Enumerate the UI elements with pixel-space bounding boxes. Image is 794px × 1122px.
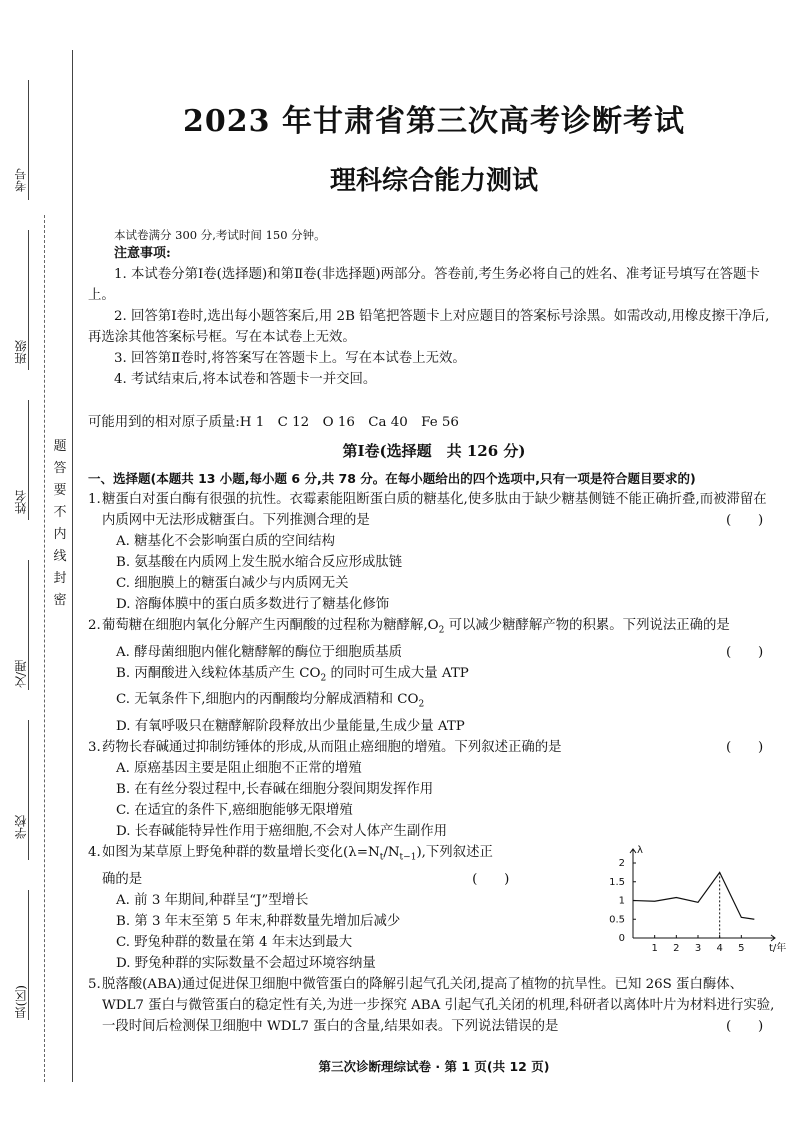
stem-text: 葡萄糖在细胞内氧化分解产生丙酮酸的过程称为糖酵解,O <box>102 618 439 633</box>
exam-subtitle: 理科综合能力测试 <box>329 166 538 196</box>
y-axis-label: λ <box>637 845 643 856</box>
lambda-growth-chart <box>593 843 787 955</box>
answer-blank[interactable]: ( ) <box>726 740 764 756</box>
option: A. 糖基化不会影响蛋白质的空间结构 <box>116 534 336 549</box>
seal-line <box>44 215 45 1082</box>
part1-heading <box>88 440 780 462</box>
answer-blank[interactable]: ( ) <box>472 871 510 887</box>
note-item: 1. 本试卷分第Ⅰ卷(选择题)和第Ⅱ卷(非选择题)两部分。答卷前,考生务必将自己的姓名、准考证号填写在答题卡上。 <box>88 267 760 303</box>
exam-info: 本试卷满分 300 分,考试时间 150 分钟。 <box>114 228 326 242</box>
stem-text: 可以减少糖酵解产物的积累。下列说法正确的是 <box>444 618 730 633</box>
answer-blank[interactable]: ( ) <box>726 644 764 660</box>
y-tick-label: 0 <box>618 933 625 944</box>
option: B. 在有丝分裂过程中,长春碱在细胞分裂间期发挥作用 <box>116 782 434 798</box>
option: D. 长春碱能特异性作用于癌细胞,不会对人体产生副作用 <box>116 824 448 840</box>
seal-char: 题 <box>53 439 67 454</box>
section-instruction: 一、选择题(本题共 13 小题,每小题 6 分,共 78 分。在每小题给出的四个选项中,只有一项是符合题目要求的) <box>88 471 696 486</box>
seal-char: 线 <box>53 549 67 564</box>
seal-char: 不 <box>53 505 67 520</box>
class-field[interactable] <box>28 230 29 370</box>
series-line <box>633 872 754 919</box>
binding-margin <box>0 0 80 1122</box>
instructions <box>88 226 780 390</box>
y-tick-label: 1.5 <box>609 876 625 888</box>
option <box>102 689 780 716</box>
x-tick-label: 2 <box>673 943 680 954</box>
option: C. 野兔种群的数量在第 4 年末达到最大 <box>116 934 353 950</box>
question-stem <box>102 974 780 1037</box>
question-stem <box>102 842 572 869</box>
stem-text: 糖蛋白对蛋白酶有很强的抗性。衣霉素能阻断蛋白质的糖基化,使多肽由于缺少糖基侧链不能正确折叠,而被滞留在内质网中无法形成糖蛋白。下列推测合理的是 <box>102 492 767 528</box>
atomic-mass-text: 可能用到的相对原子质量:H 1 C 12 O 16 Ca 40 Fe 56 <box>88 415 459 430</box>
margin-line <box>72 50 73 1082</box>
x-tick-label: 1 <box>651 943 658 954</box>
note-item: 2. 回答第Ⅰ卷时,选出每小题答案后,用 2B 铅笔把答题卡上对应题目的答案标号涂黑。如需改动,用橡皮擦干净后,再选涂其他答案标号框。写在本试卷上无效。 <box>88 309 770 345</box>
part1-title: 第Ⅰ卷(选择题 共 126 分) <box>342 442 526 460</box>
question-number: 3. <box>88 740 101 756</box>
school-field[interactable] <box>28 720 29 860</box>
seal-char: 封 <box>53 571 67 586</box>
x-axis-label: t/年 <box>769 943 787 954</box>
subscript: 2 <box>418 700 425 711</box>
atomic-mass <box>88 412 780 433</box>
subscript: t−1 <box>399 852 417 863</box>
option: A. 原癌基因主要是阻止细胞不正常的增殖 <box>116 761 362 777</box>
option-text: C. 无氧条件下,细胞内的丙酮酸均分解成酒精和 CO <box>116 692 419 708</box>
label-county: 县(区) <box>14 985 28 1019</box>
seal-char: 答 <box>53 461 67 476</box>
question-2 <box>88 615 780 737</box>
subscript: 2 <box>320 673 327 684</box>
question-5 <box>88 974 780 1037</box>
seal-char: 密 <box>53 593 67 608</box>
x-tick-label: 4 <box>716 943 723 954</box>
option: C. 在适宜的条件下,癌细胞能够无限增殖 <box>116 803 353 819</box>
notes-title: 注意事项: <box>114 246 171 261</box>
label-class: 班级 <box>14 340 28 364</box>
option <box>102 663 780 690</box>
question-stem <box>102 489 780 531</box>
exam-number-field[interactable] <box>28 80 29 200</box>
name-field[interactable] <box>28 400 29 520</box>
y-tick-label: 2 <box>618 858 625 869</box>
option: B. 第 3 年末至第 5 年末,种群数量先增加后减少 <box>116 913 401 929</box>
option: B. 氨基酸在内质网上发生脱水缩合反应形成肽链 <box>116 555 403 570</box>
stem-text: 脱落酸(ABA)通过促进保卫细胞中微管蛋白的降解引起气孔关闭,提高了植物的抗旱性。已知 26S 蛋白酶体、WDL7 蛋白与微管蛋白的稳定性有关,为进一步探究 ABA 引起气孔关闭的机理,科研者以离体叶片为材料进行实验,一段时间后检测保卫细胞中 WDL7 蛋白的含量,结果如表。下列说法错误的是 <box>102 976 775 1034</box>
stem-text: /N <box>383 845 400 861</box>
question-3 <box>88 737 780 842</box>
stem-text: 确的是 <box>102 871 143 887</box>
option: D. 有氧呼吸只在糖酵解阶段释放出少量能量,生成少量 ATP <box>116 719 465 735</box>
exam-title: 2023 年甘肃省第三次高考诊断考试 <box>183 104 685 139</box>
label-school: 学校 <box>14 815 28 839</box>
subscript: 2 <box>438 625 445 636</box>
label-arts-science: 文/理 <box>14 660 28 689</box>
option: C. 细胞膜上的糖蛋白减少与内质网无关 <box>116 576 349 591</box>
y-tick-label: 0.5 <box>609 914 625 926</box>
option: D. 野兔种群的实际数量不会超过环境容纳量 <box>116 955 376 971</box>
x-tick-label: 5 <box>738 943 745 954</box>
arts-science-field[interactable] <box>28 560 29 690</box>
county-field[interactable] <box>28 890 29 1020</box>
question-stem <box>102 737 780 758</box>
question-number: 1. <box>88 492 101 507</box>
question-number: 5. <box>88 976 101 992</box>
label-name: 姓名 <box>14 490 28 514</box>
question-1 <box>88 489 780 615</box>
page-footer: 第三次诊断理综试卷 · 第 1 页(共 12 页) <box>318 1059 550 1074</box>
seal-char: 要 <box>53 483 67 498</box>
stem-text: 药物长春碱通过抑制纺锤体的形成,从而阻止癌细胞的增殖。下列叙述正确的是 <box>102 740 562 756</box>
option: A. 酵母菌细胞内催化糖酵解的酶位于细胞质基质 <box>116 644 402 660</box>
seal-char: 内 <box>53 527 67 542</box>
stem-text: 如图为某草原上野兔种群的数量增长变化(λ=N <box>102 845 380 861</box>
question-stem-cont <box>102 869 572 890</box>
option: D. 溶酶体膜中的蛋白质多数进行了糖基化修饰 <box>116 597 390 612</box>
x-tick-label: 3 <box>694 943 702 954</box>
y-tick-label: 1 <box>618 895 625 907</box>
subscript: t <box>379 852 384 863</box>
note-item: 4. 考试结束后,将本试卷和答题卡一并交回。 <box>114 372 377 387</box>
seal-text <box>52 440 68 616</box>
label-exam-number: 考号 <box>14 168 28 192</box>
answer-blank[interactable]: ( ) <box>726 513 764 528</box>
question-number: 2. <box>88 618 101 633</box>
answer-blank[interactable]: ( ) <box>726 1018 764 1034</box>
option-text: B. 丙酮酸进入线粒体基质产生 CO <box>116 665 321 681</box>
option: A. 前 3 年期间,种群呈“J”型增长 <box>116 892 309 908</box>
option-text: 的同时可生成大量 ATP <box>326 665 469 681</box>
stem-text: ),下列叙述正 <box>416 845 493 861</box>
note-item: 3. 回答第Ⅱ卷时,将答案写在答题卡上。写在本试卷上无效。 <box>114 351 466 366</box>
question-number: 4. <box>88 845 101 861</box>
